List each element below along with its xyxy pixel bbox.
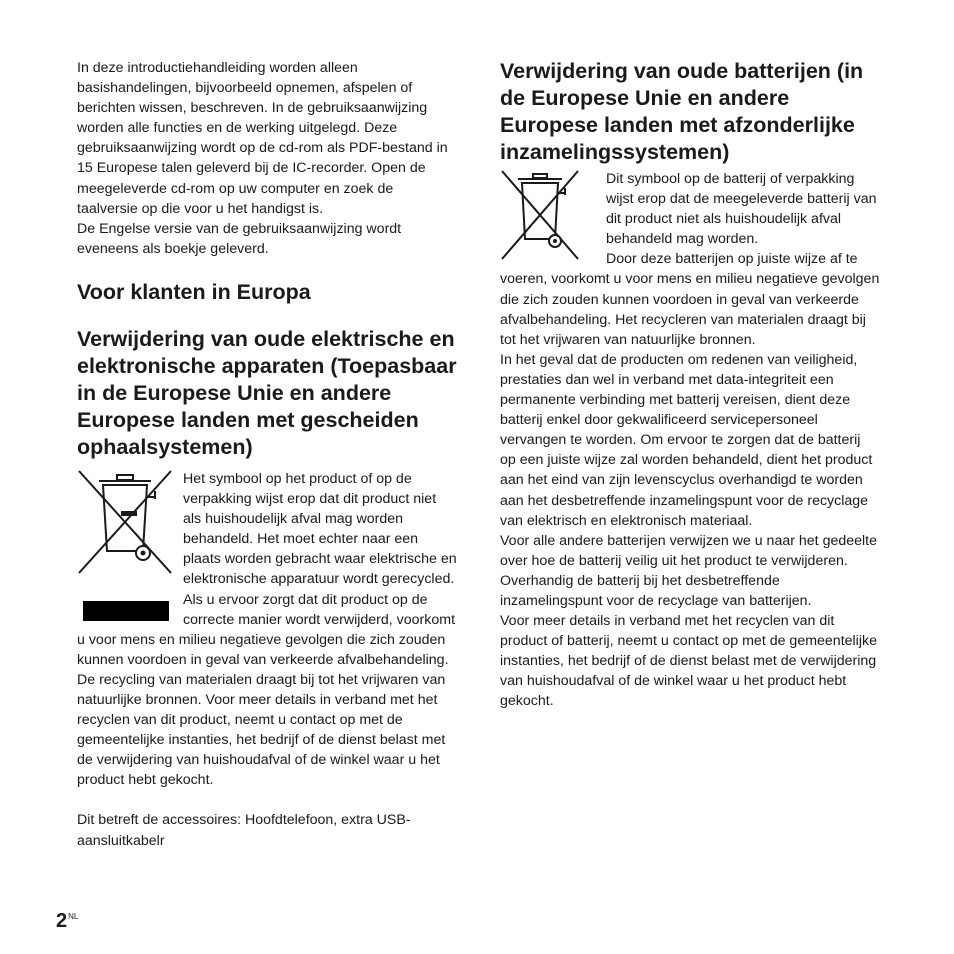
weee-section <box>77 469 457 791</box>
weee-icon-block <box>77 469 179 621</box>
left-column <box>77 58 457 851</box>
battery-paragraph-4: Voor alle andere batterijen verwijzen we u naar het gedeelte over hoe de batterij veilig uit het product te verwijderen. Overhandig de batterij bij het desbetreffende inzamelingspunt voor de recyclage van batterijen. <box>500 532 878 609</box>
intro-paragraph: In deze introductiehandleiding worden alleen basishandelingen, bijvoorbeeld opnemen, afspelen of berichten wissen, beschreven. In de gebruiksaanwijzing worden alle functies en de werking uitgelegd. Deze gebruiksaanwijzing wordt op de cd-rom als PDF-bestand in 15 Europese talen geleverd bij de IC-recorder. Open de meegeleverde cd-rom op uw computer en zoek de taalversie op die voor u het handigst is. <box>77 60 448 217</box>
battery-symbol-text: Dit symbool op de batterij of verpakking wijst erop dat de meegeleverde batterij van dit product niet als huishoudelijk afval behandeld mag worden. <box>606 171 877 248</box>
page-language: NL <box>68 912 79 921</box>
battery-paragraph-5: Voor meer details in verband met het recyclen van dit product of batterij, neemt u contact op met de gemeentelijke instanties, het bedrijf of de dienst belast met de verwijdering van huishoudafval of de winkel waar u het product hebt gekocht. <box>500 613 877 710</box>
battery-paragraph-3: In het geval dat de producten om redenen van veiligheid, prestaties dan wel in verband met data-integriteit een permanente verbinding met batterij vereisen, dient deze batterij enkel door gekwalificeerd servicepersoneel vervangen te worden. Om ervoor te zorgen dat de batterij op een juiste wijze zal worden behandeld, dient het product aan het eind van zijn levenscyclus overhandigd te worden aan het desbetreffende inzamelingspunt voor de recyclage van elektrisch en elektronisch materiaal. <box>500 351 873 529</box>
intro-english-paragraph: De Engelse versie van de gebruiksaanwijzing wordt eveneens als boekje geleverd. <box>77 220 402 257</box>
heading-weee-disposal: Verwijdering van oude elektrische en elektronische apparaten (Toepasbaar in de Europese Unie en andere Europese landen met gescheiden ophaalsystemen) <box>77 326 457 459</box>
heading-customers-europe: Voor klanten in Europa <box>77 279 311 304</box>
solid-bar-marker <box>83 601 169 621</box>
battery-icon-block <box>500 169 602 267</box>
crossed-bin-icon <box>500 169 580 261</box>
right-column <box>500 58 880 712</box>
battery-paragraph-2: Door deze batterijen op juiste wijze af te voeren, voorkomt u voor mens en milieu negatieve gevolgen die zich zouden kunnen voordoen in geval van verkeerde afvalbehandeling. Het recycleren van materialen draagt bij tot het vrijwaren van natuurlijke bronnen. <box>500 251 880 348</box>
page-number-value: 2 <box>56 910 68 932</box>
accessories-note: Dit betreft de accessoires: Hoofdtelefoon, extra USB-aansluitkabelr <box>77 812 411 849</box>
heading-battery-disposal: Verwijdering van oude batterijen (in de Europese Unie en andere Europese landen met afzonderlijke inzamelingssystemen) <box>500 59 864 164</box>
crossed-bin-icon <box>77 469 173 575</box>
battery-section <box>500 169 880 249</box>
weee-disposal-text: Het symbool op het product of op de verpakking wijst erop dat dit product niet als huishoudelijk afval mag worden behandeld. Het moet echter naar een plaats worden gebracht waar elektrische en elektronische apparatuur wordt gerecycled. Als u ervoor zorgt dat dit product op de correcte manier wordt verwijderd, voorkomt u voor mens en milieu negatieve gevolgen die zich zouden kunnen voordoen in geval van verkeerde afvalbehandeling. De recycling van materialen draagt bij tot het vrijwaren van natuurlijke bronnen. Voor meer details in verband met het recyclen van dit product, neemt u contact op met de gemeentelijke instanties, het bedrijf of de dienst belast met de verwijdering van huishoudafval of de winkel waar u het product hebt gekocht. <box>77 470 457 789</box>
page-number <box>56 910 78 933</box>
